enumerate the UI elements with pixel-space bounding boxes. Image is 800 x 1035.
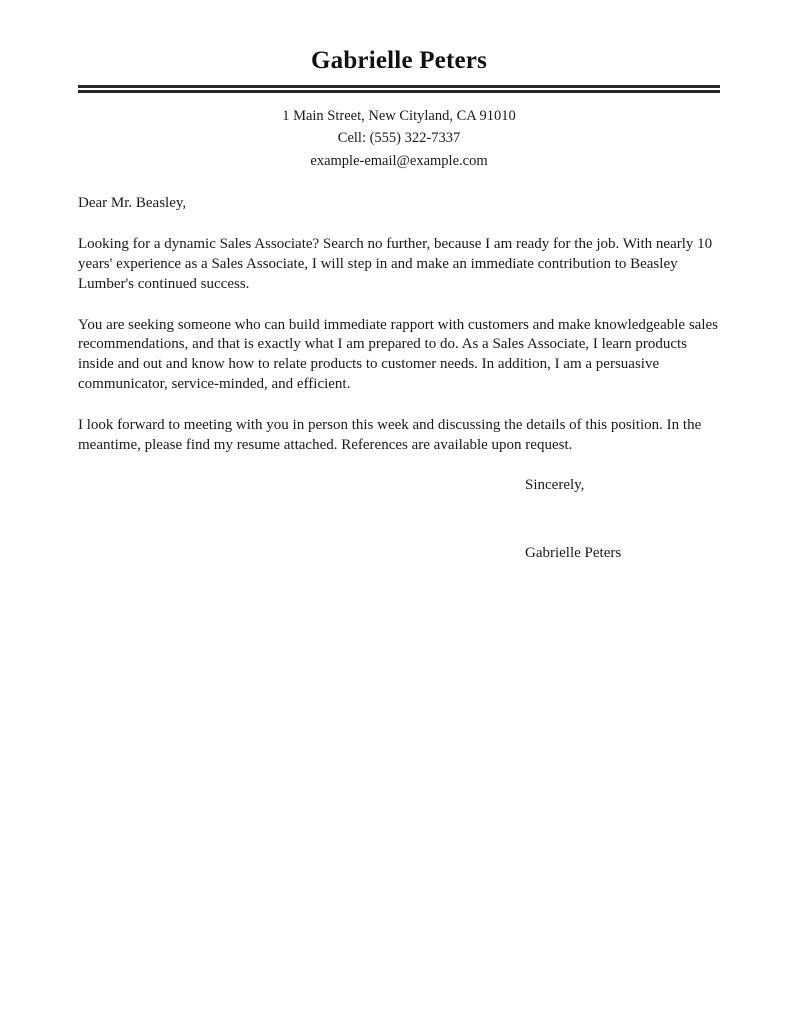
contact-phone: Cell: (555) 322-7337 <box>337 130 461 147</box>
contact-address: 1 Main Street, New Cityland, CA 91010 <box>282 107 516 124</box>
closing-block <box>78 476 720 564</box>
salutation: Dear Mr. Beasley, <box>78 195 187 212</box>
letterhead <box>78 0 720 172</box>
signature-name: Gabrielle Peters <box>525 545 622 562</box>
letter-body <box>78 194 720 455</box>
body-paragraph-2: You are seeking someone who can build immediate rapport with customers and make knowledgeable sales recommendations, and that is exactly what I am prepared to do. As a Sales Associate, I learn products inside and out and know how to relate products to customer needs. In addition, I am a persuasive communicator, service-minded, and efficient. <box>78 316 718 392</box>
divider-line-bottom <box>78 90 720 93</box>
closing-salutation: Sincerely, <box>525 477 585 494</box>
body-paragraph-1: Looking for a dynamic Sales Associate? Search no further, because I am ready for the job. With nearly 10 years' experience as a Sales Associate, I will step in and make an immediate contribution to Beasley Lumber's continued success. <box>78 236 713 292</box>
body-paragraph-3: I look forward to meeting with you in person this week and discussing the details of this position. In the meantime, please find my resume attached. References are available upon request. <box>78 416 702 453</box>
letter-sheet <box>78 0 720 564</box>
contact-info <box>78 105 720 173</box>
letterhead-divider <box>78 85 720 93</box>
page-title: Gabrielle Peters <box>310 47 488 74</box>
contact-email: example-email@example.com <box>310 152 488 169</box>
